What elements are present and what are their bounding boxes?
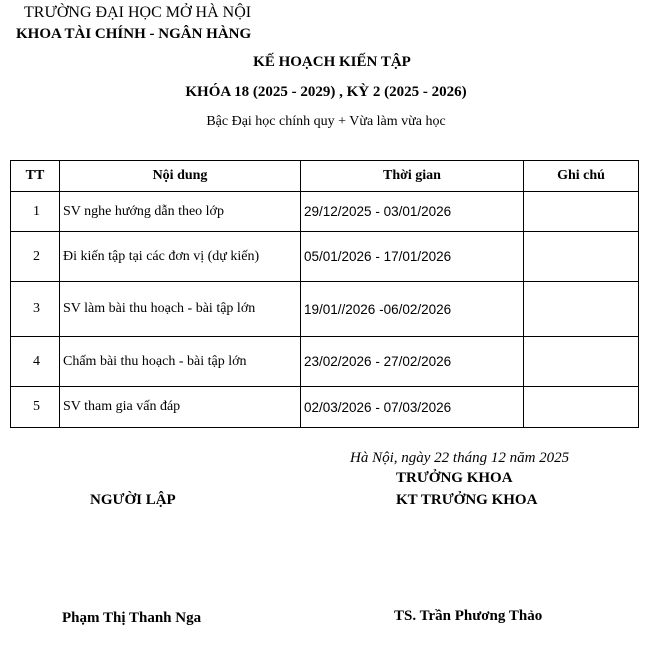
date-line: Hà Nội, ngày 22 tháng 12 năm 2025 [350,450,570,466]
row-number: 5 [11,387,60,428]
header-note: Ghi chú [524,161,639,192]
faculty-name: KHOA TÀI CHÍNH - NGÂN HÀNG [16,26,252,42]
row-number: 4 [11,337,60,387]
row-content: Đi kiến tập tại các đơn vị (dự kiến) [60,232,301,282]
dean-name: TS. Trần Phương Thảo [394,608,543,624]
row-number: 1 [11,192,60,232]
row-note [524,232,639,282]
header-content: Nội dung [60,161,301,192]
dean-title: TRƯỞNG KHOA [396,470,513,486]
row-time: 23/02/2026 - 27/02/2026 [301,337,524,387]
row-time: 29/12/2025 - 03/01/2026 [301,192,524,232]
row-number: 2 [11,232,60,282]
university-name: TRƯỜNG ĐẠI HỌC MỞ HÀ NỘI [24,4,252,21]
row-content: SV nghe hướng dẫn theo lớp [60,192,301,232]
course-subtitle: KHÓA 18 (2025 - 2029) , KỲ 2 (2025 - 2026) [185,84,467,100]
row-content: SV làm bài thu hoạch - bài tập lớn [60,282,301,337]
header-time: Thời gian [301,161,524,192]
table-header-row [11,161,639,192]
table-row [11,232,639,282]
plan-table [10,160,639,428]
table-row [11,387,639,428]
row-time: 19/01//2026 -06/02/2026 [301,282,524,337]
row-content: Chấm bài thu hoạch - bài tập lớn [60,337,301,387]
row-note [524,192,639,232]
study-mode: Bậc Đại học chính quy + Vừa làm vừa học [206,114,446,129]
header-tt: TT [11,161,60,192]
row-note [524,282,639,337]
row-note [524,387,639,428]
table-row [11,282,639,337]
preparer-name: Phạm Thị Thanh Nga [62,610,202,626]
row-time: 05/01/2026 - 17/01/2026 [301,232,524,282]
preparer-title: NGƯỜI LẬP [90,492,176,508]
row-note [524,337,639,387]
table-row [11,337,639,387]
row-time: 02/03/2026 - 07/03/2026 [301,387,524,428]
document-title: KẾ HOẠCH KIẾN TẬP [253,54,411,70]
acting-dean-title: KT TRƯỞNG KHOA [396,492,538,508]
table-row [11,192,639,232]
row-content: SV tham gia vấn đáp [60,387,301,428]
row-number: 3 [11,282,60,337]
